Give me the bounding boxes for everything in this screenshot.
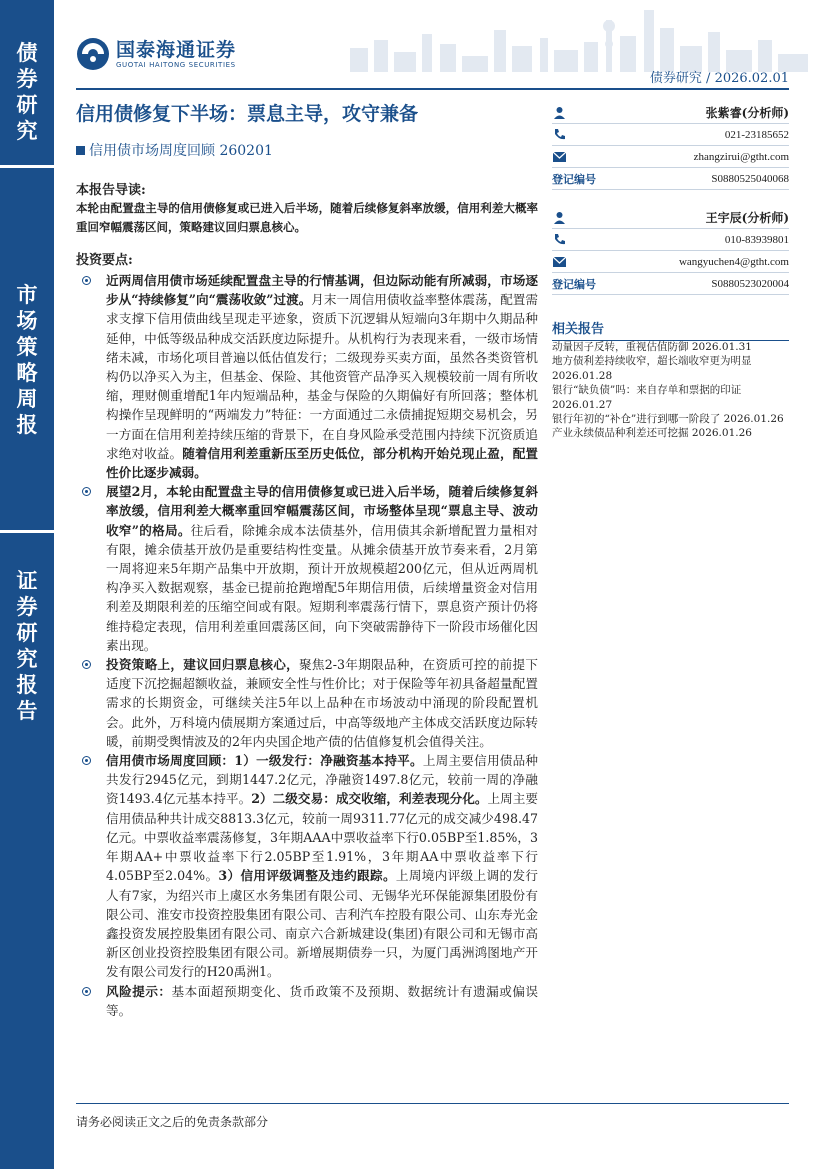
circle-bullet-icon [82,276,91,285]
key-point-emphasis: 近两周信用债市场延续配置盘主导的行情基调，但边际动能有所减弱，市场逐步从“持续修复”向“震荡收敛”过渡。 [106,273,538,308]
analyst-phone-row [552,124,789,146]
phone-icon [552,128,566,142]
analyst-name-row [552,102,789,124]
key-point-text: 上周主要信用债品种共发行2945亿元，到期1447.2亿元，净融资1497.8亿元，较前一周的净融资1493.4亿元基本持平。 [106,753,539,807]
mail-icon [552,255,566,269]
key-point-text: 上周境内评级上调的发行人有7家，为绍兴市上虞区水务集团有限公司、无锡华光环保能源集团股份有限公司、淮安市投资控股集团有限公司、吉利汽车控股有限公司、山东寿光金鑫投资发展控股集团有限公司、南京六合新城建设(集团)有限公司和无锡市高新区创业投资控股集团有限公司。新增展期债券一只，为厦门禹洲鸿图地产开发有限公司发行的H20禹洲1。 [106,868,539,980]
registration-label: 登记编号 [552,277,596,291]
sidebar-char: 究 [16,646,38,671]
related-report-item[interactable] [552,340,789,354]
footer-divider [76,1103,789,1104]
sidebar-divider [0,530,54,533]
phone-icon [552,233,566,247]
key-point-emphasis: 展望2月，本轮由配置盘主导的信用债修复或已进入后半场，随着后续修复斜率放缓，信用利差大概率重回窄幅震荡区间，市场整体呈现“票息主导、波动收窄”的格局。 [106,484,538,538]
key-point-emphasis: 风险提示： [106,983,172,999]
report-guide-heading: 本报告导读: [76,183,146,198]
related-report-date: 2026.01.28 [552,369,613,382]
analyst-email-row [552,251,789,273]
circle-bullet-icon [82,987,91,996]
key-point-text: 上周主要信用债品种共计成交8813.3亿元，较前一周9311.77亿元的成交减少498.47亿元。中票收益率震荡修复，3年期AAA中票收益率下行0.05BP至1.85%，3年期AA+中票收益率下行2.05BP至1.91%，3年期AA中票收益率下行4.05BP至2.04%。 [106,791,539,884]
related-report-title: 产业永续债品种利差还可挖掘 [552,427,689,440]
key-points-list [76,271,538,1020]
analyst-reg-row [552,168,789,190]
registration-number: S0880523020004 [711,277,789,290]
key-points-heading: 投资要点: [76,253,133,268]
report-guide-text: 本轮由配置盘主导的信用债修复或已进入后半场，随着后续修复斜率放缓，信用利差大概率重回窄幅震荡区间，策略建议回归票息核心。 [76,201,538,234]
report-subtitle-text: 信用债市场周度回顾 260201 [89,143,273,159]
analyst-card [552,102,789,190]
related-report-date: 2026.01.27 [552,398,613,411]
related-report-item[interactable] [552,412,789,426]
brand-name-en: GUOTAI HAITONG SECURITIES [116,60,236,69]
skyline-illustration [330,0,827,72]
sidebar-char: 券 [16,594,38,619]
person-icon [552,211,566,225]
key-point [76,655,538,751]
sidebar-char: 场 [16,308,38,333]
registration-number: S0880525040068 [711,172,789,185]
report-title: 信用债修复下半场：票息主导，攻守兼备 [76,103,419,125]
analyst-reg-row [552,273,789,295]
sidebar-char: 债 [16,40,38,65]
related-report-item[interactable] [552,426,789,440]
square-bullet-icon [76,146,85,155]
report-subtitle [76,140,273,160]
sidebar-divider [0,165,54,168]
disclaimer-notice: 请务必阅读正文之后的免责条款部分 [76,1115,269,1129]
company-logo [76,36,236,72]
key-point [76,271,538,482]
analyst-phone-row [552,229,789,251]
analyst-email[interactable]: zhangzirui@gtht.com [693,150,789,163]
header-divider [76,88,789,90]
analyst-email[interactable]: wangyuchen4@gtht.com [678,255,789,268]
sidebar-char: 研 [16,92,38,117]
related-report-title: 银行年初的“补仓”进行到哪一阶段了 [552,413,721,426]
key-point-emphasis: 随着信用利差重新压至历史低位，部分机构开始兑现止盈，配置性价比逐步减弱。 [106,445,539,481]
sidebar-char: 策 [16,334,38,359]
related-reports-list [552,340,789,441]
sidebar-char: 市 [16,282,38,307]
key-point-emphasis: 3）信用评级调整及违约跟踪。 [218,868,396,884]
analyst-card [552,207,789,295]
key-point-emphasis: 2）二级交易：成交收缩，利差表现分化。 [251,791,488,807]
analyst-phone: 021-23185652 [724,128,789,141]
registration-label: 登记编号 [552,172,596,186]
key-point-emphasis: 投资策略上，建议回归票息核心， [106,657,299,673]
sidebar-char: 略 [16,360,38,385]
sidebar-char: 研 [16,620,38,645]
sidebar-char: 券 [16,66,38,91]
sidebar-char: 究 [16,118,38,143]
related-report-date: 2026.01.26 [720,413,784,426]
sidebar-label-market-strategy-weekly [0,282,54,438]
sidebar [0,0,54,1169]
key-point-text: 往后看，除摊余成本法债基外，信用债其余新增配置力量相对有限，摊余债基开放仍是重要结构性变量。从摊余债基开放节奏来看，2月第一周将迎来5年期产品集中开放期，预计开放规模超200亿元，但从近两周机构净买入数据观察，基金已提前抢跑增配5年期信用债，后续增量资金对信用利差及期限利差的压缩空间或有限。短期利率震荡行情下，票息资产预计仍将维持稳定表现，信用利差重回震荡区间，向下突破需静待下一阶段市场催化因素出现。 [106,522,538,653]
related-report-title: 动量因子反转，重视估值防御 [552,341,689,353]
related-report-title: 银行“缺负债”吗：来自存单和票据的印证 [552,384,742,397]
sidebar-char: 报 [16,412,38,437]
person-icon [552,106,566,120]
key-point-text: 基本面超预期变化、货币政策不及预期、数据统计有遗漏或偏误等。 [106,983,539,1018]
key-point [76,482,538,655]
report-category-date: 债券研究 / 2026.02.01 [649,71,789,86]
sidebar-char: 证 [16,568,38,593]
sidebar-char: 告 [16,698,38,723]
analyst-name: 王宇辰(分析师) [705,211,789,225]
related-report-title: 地方债利差持续收窄，超长端收窄更为明显 [552,355,752,368]
sidebar-char: 周 [16,386,38,411]
sidebar-char: 报 [16,672,38,697]
logo-mark-icon [76,37,110,71]
circle-bullet-icon [82,756,91,765]
related-report-date: 2026.01.26 [688,427,752,440]
circle-bullet-icon [82,487,91,496]
related-report-item[interactable] [552,383,789,412]
key-point-text: 聚焦2-3年期限品种，在资质可控的前提下适度下沉挖掘超额收益，兼顾安全性与性价比；对于保险等年初具备超量配置需求的长期资金，可继续关注5年以上品种在市场波动中涌现的阶段配置机会。此外，万科境内债展期方案通过后，中高等级地产主体成交活跃度边际转暖，前期受舆情波及的2年内央国企地产债的估值修复机会值得关注。 [106,657,539,749]
analyst-name-row [552,207,789,229]
related-reports-heading: 相关报告 [552,318,789,341]
key-point [76,982,538,1020]
mail-icon [552,150,566,164]
circle-bullet-icon [82,660,91,669]
sidebar-label-bond-research [0,40,54,144]
sidebar-label-securities-research-report [0,568,54,724]
key-point-text: 月末一周信用债收益率整体震荡，配置需求支撑下信用债曲线呈现走平迹象，资质下沉逻辑从短端向3年期中久期品种延伸，中低等级品种成交活跃度边际提升。从机构行为表现来看，一级市场情绪未减，市场化项目普遍以低估值发行；二级现券买卖方面，虽然各类资管机构仍以净买入为主，但基金、保险、其他资管产品净买入规模较前一周有所收缩，理财侧重增配1年内短端品种，基金与保险的久期偏好有所回落；整体机构操作呈现鲜明的“两端发力”特征：一方面通过二永债捕捉短期交易机会，另一方面在信用利差持续压缩的背景下，在自身风险承受范围内持续下沉资质追求绝对收益。 [106,292,538,461]
related-report-item[interactable] [552,354,789,383]
analyst-phone: 010-83939801 [724,233,789,246]
brand-name-cn: 国泰海通证券 [116,38,237,61]
analyst-name: 张紫睿(分析师) [705,106,789,120]
key-point [76,751,538,981]
key-point-emphasis: 信用债市场周度回顾：1）一级发行：净融资基本持平。 [106,753,423,769]
related-report-date: 2026.01.31 [688,341,752,353]
analyst-email-row [552,146,789,168]
